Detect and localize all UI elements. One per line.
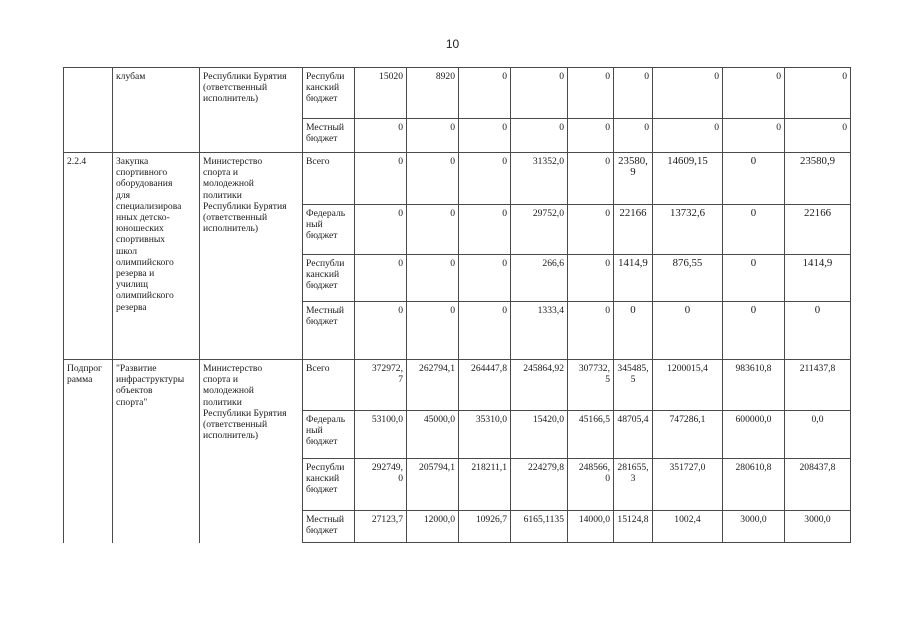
table-cell: Министерство спорта и молодежной политики Республики Бурятия (ответственный исполнитель) (200, 360, 303, 543)
table-cell: 0 (459, 119, 511, 153)
table-cell: 747286,1 (653, 411, 723, 459)
table-cell: Местный бюджет (303, 511, 355, 543)
table-cell: 372972, 7 (355, 360, 407, 411)
table-cell: 0 (407, 255, 459, 302)
table-cell: 2.2.4 (64, 153, 113, 360)
table-cell: Республи канский бюджет (303, 459, 355, 511)
table-cell: 600000,0 (723, 411, 785, 459)
table-cell: 0 (614, 68, 653, 119)
table-cell: Закупка спортивного оборудования для специализирова нных детско- юношеских спортивных школ олимпийского резерва и училищ олимпийского резерва (113, 153, 200, 360)
table-cell: Подпрог рамма (64, 360, 113, 543)
table-cell: 208437,8 (785, 459, 851, 511)
table-cell: 0 (614, 302, 653, 360)
table-cell: 0 (653, 68, 723, 119)
table-cell: 14000,0 (568, 511, 614, 543)
table-cell: 45166,5 (568, 411, 614, 459)
table-body (64, 68, 851, 543)
table-cell: 983610,8 (723, 360, 785, 411)
table-cell: 1333,4 (511, 302, 568, 360)
table-cell: 1414,9 (614, 255, 653, 302)
table-cell: 0 (723, 68, 785, 119)
table-cell: 0 (459, 68, 511, 119)
table-cell: 0 (511, 119, 568, 153)
table-cell (64, 68, 113, 153)
table-cell: 0 (568, 255, 614, 302)
table-cell: 45000,0 (407, 411, 459, 459)
table-cell: 31352,0 (511, 153, 568, 205)
table-cell: 0 (407, 119, 459, 153)
table-cell: 0 (568, 119, 614, 153)
table-cell: 0 (355, 153, 407, 205)
table-cell: 1002,4 (653, 511, 723, 543)
table-cell: 264447,8 (459, 360, 511, 411)
table-cell: 0,0 (785, 411, 851, 459)
table-row (64, 360, 851, 411)
table-cell: 281655, 3 (614, 459, 653, 511)
table-cell: 22166 (785, 205, 851, 255)
table-cell: 280610,8 (723, 459, 785, 511)
table-cell: 218211,1 (459, 459, 511, 511)
table-cell: Всего (303, 153, 355, 205)
table-cell: 15124,8 (614, 511, 653, 543)
table-cell: Республи канский бюджет (303, 255, 355, 302)
table-cell: 15020 (355, 68, 407, 119)
budget-table (63, 67, 851, 543)
table-cell: 266,6 (511, 255, 568, 302)
table-cell: 0 (723, 205, 785, 255)
table-cell: 0 (355, 119, 407, 153)
table-cell: 0 (723, 153, 785, 205)
table-cell: 307732, 5 (568, 360, 614, 411)
table-cell: Республики Бурятия (ответственный исполнитель) (200, 68, 303, 153)
table-cell: Всего (303, 360, 355, 411)
table-cell: 14609,15 (653, 153, 723, 205)
table-cell: 1414,9 (785, 255, 851, 302)
table-cell: Местный бюджет (303, 302, 355, 360)
table-cell: 0 (653, 119, 723, 153)
table-cell: 29752,0 (511, 205, 568, 255)
table-cell: 345485, 5 (614, 360, 653, 411)
table-row (64, 68, 851, 119)
table-cell: 6165,1135 (511, 511, 568, 543)
table-cell: 0 (568, 68, 614, 119)
table-cell: "Развитие инфраструктуры объектов спорта" (113, 360, 200, 543)
table-cell: 0 (723, 255, 785, 302)
table-cell: 15420,0 (511, 411, 568, 459)
table-cell: 0 (568, 302, 614, 360)
table-cell: 0 (653, 302, 723, 360)
table-cell: Местный бюджет (303, 119, 355, 153)
table-cell: клубам (113, 68, 200, 153)
table-cell: 0 (459, 205, 511, 255)
table-cell: 35310,0 (459, 411, 511, 459)
table-cell: 0 (785, 302, 851, 360)
table-cell: 0 (459, 153, 511, 205)
table-cell: 351727,0 (653, 459, 723, 511)
table-cell: 27123,7 (355, 511, 407, 543)
table-cell: 13732,6 (653, 205, 723, 255)
table-cell: 0 (723, 119, 785, 153)
table-cell: 248566, 0 (568, 459, 614, 511)
table-cell: 211437,8 (785, 360, 851, 411)
table-cell: 12000,0 (407, 511, 459, 543)
table-cell: 0 (355, 205, 407, 255)
table-cell: 292749, 0 (355, 459, 407, 511)
table-cell: 0 (459, 302, 511, 360)
table-cell: 205794,1 (407, 459, 459, 511)
table-cell: 22166 (614, 205, 653, 255)
table-cell: 8920 (407, 68, 459, 119)
table-cell: 3000,0 (723, 511, 785, 543)
table-cell: 0 (355, 302, 407, 360)
table-cell: 23580, 9 (614, 153, 653, 205)
table-cell: 0 (785, 68, 851, 119)
table-cell: 1200015,4 (653, 360, 723, 411)
table-cell: 0 (568, 205, 614, 255)
table-cell: 53100,0 (355, 411, 407, 459)
table-cell: 0 (511, 68, 568, 119)
table-cell: 3000,0 (785, 511, 851, 543)
table-cell: 0 (614, 119, 653, 153)
table-cell: 10926,7 (459, 511, 511, 543)
table-cell: Республи канский бюджет (303, 68, 355, 119)
table-cell: 48705,4 (614, 411, 653, 459)
table-cell: 0 (785, 119, 851, 153)
table-cell: 245864,92 (511, 360, 568, 411)
table-cell: 876,55 (653, 255, 723, 302)
table-cell: 224279,8 (511, 459, 568, 511)
table-cell: 23580,9 (785, 153, 851, 205)
table-cell: 0 (355, 255, 407, 302)
page-number: 10 (445, 37, 460, 51)
table-cell: 0 (723, 302, 785, 360)
table-cell: Федераль ный бюджет (303, 205, 355, 255)
table-cell: 0 (459, 255, 511, 302)
table-cell: 0 (407, 205, 459, 255)
table-cell: 262794,1 (407, 360, 459, 411)
table-cell: 0 (568, 153, 614, 205)
table-cell: Федераль ный бюджет (303, 411, 355, 459)
table-row (64, 153, 851, 205)
table-cell: Министерство спорта и молодежной политики Республики Бурятия (ответственный исполнитель) (200, 153, 303, 360)
table-cell: 0 (407, 302, 459, 360)
table-cell: 0 (407, 153, 459, 205)
